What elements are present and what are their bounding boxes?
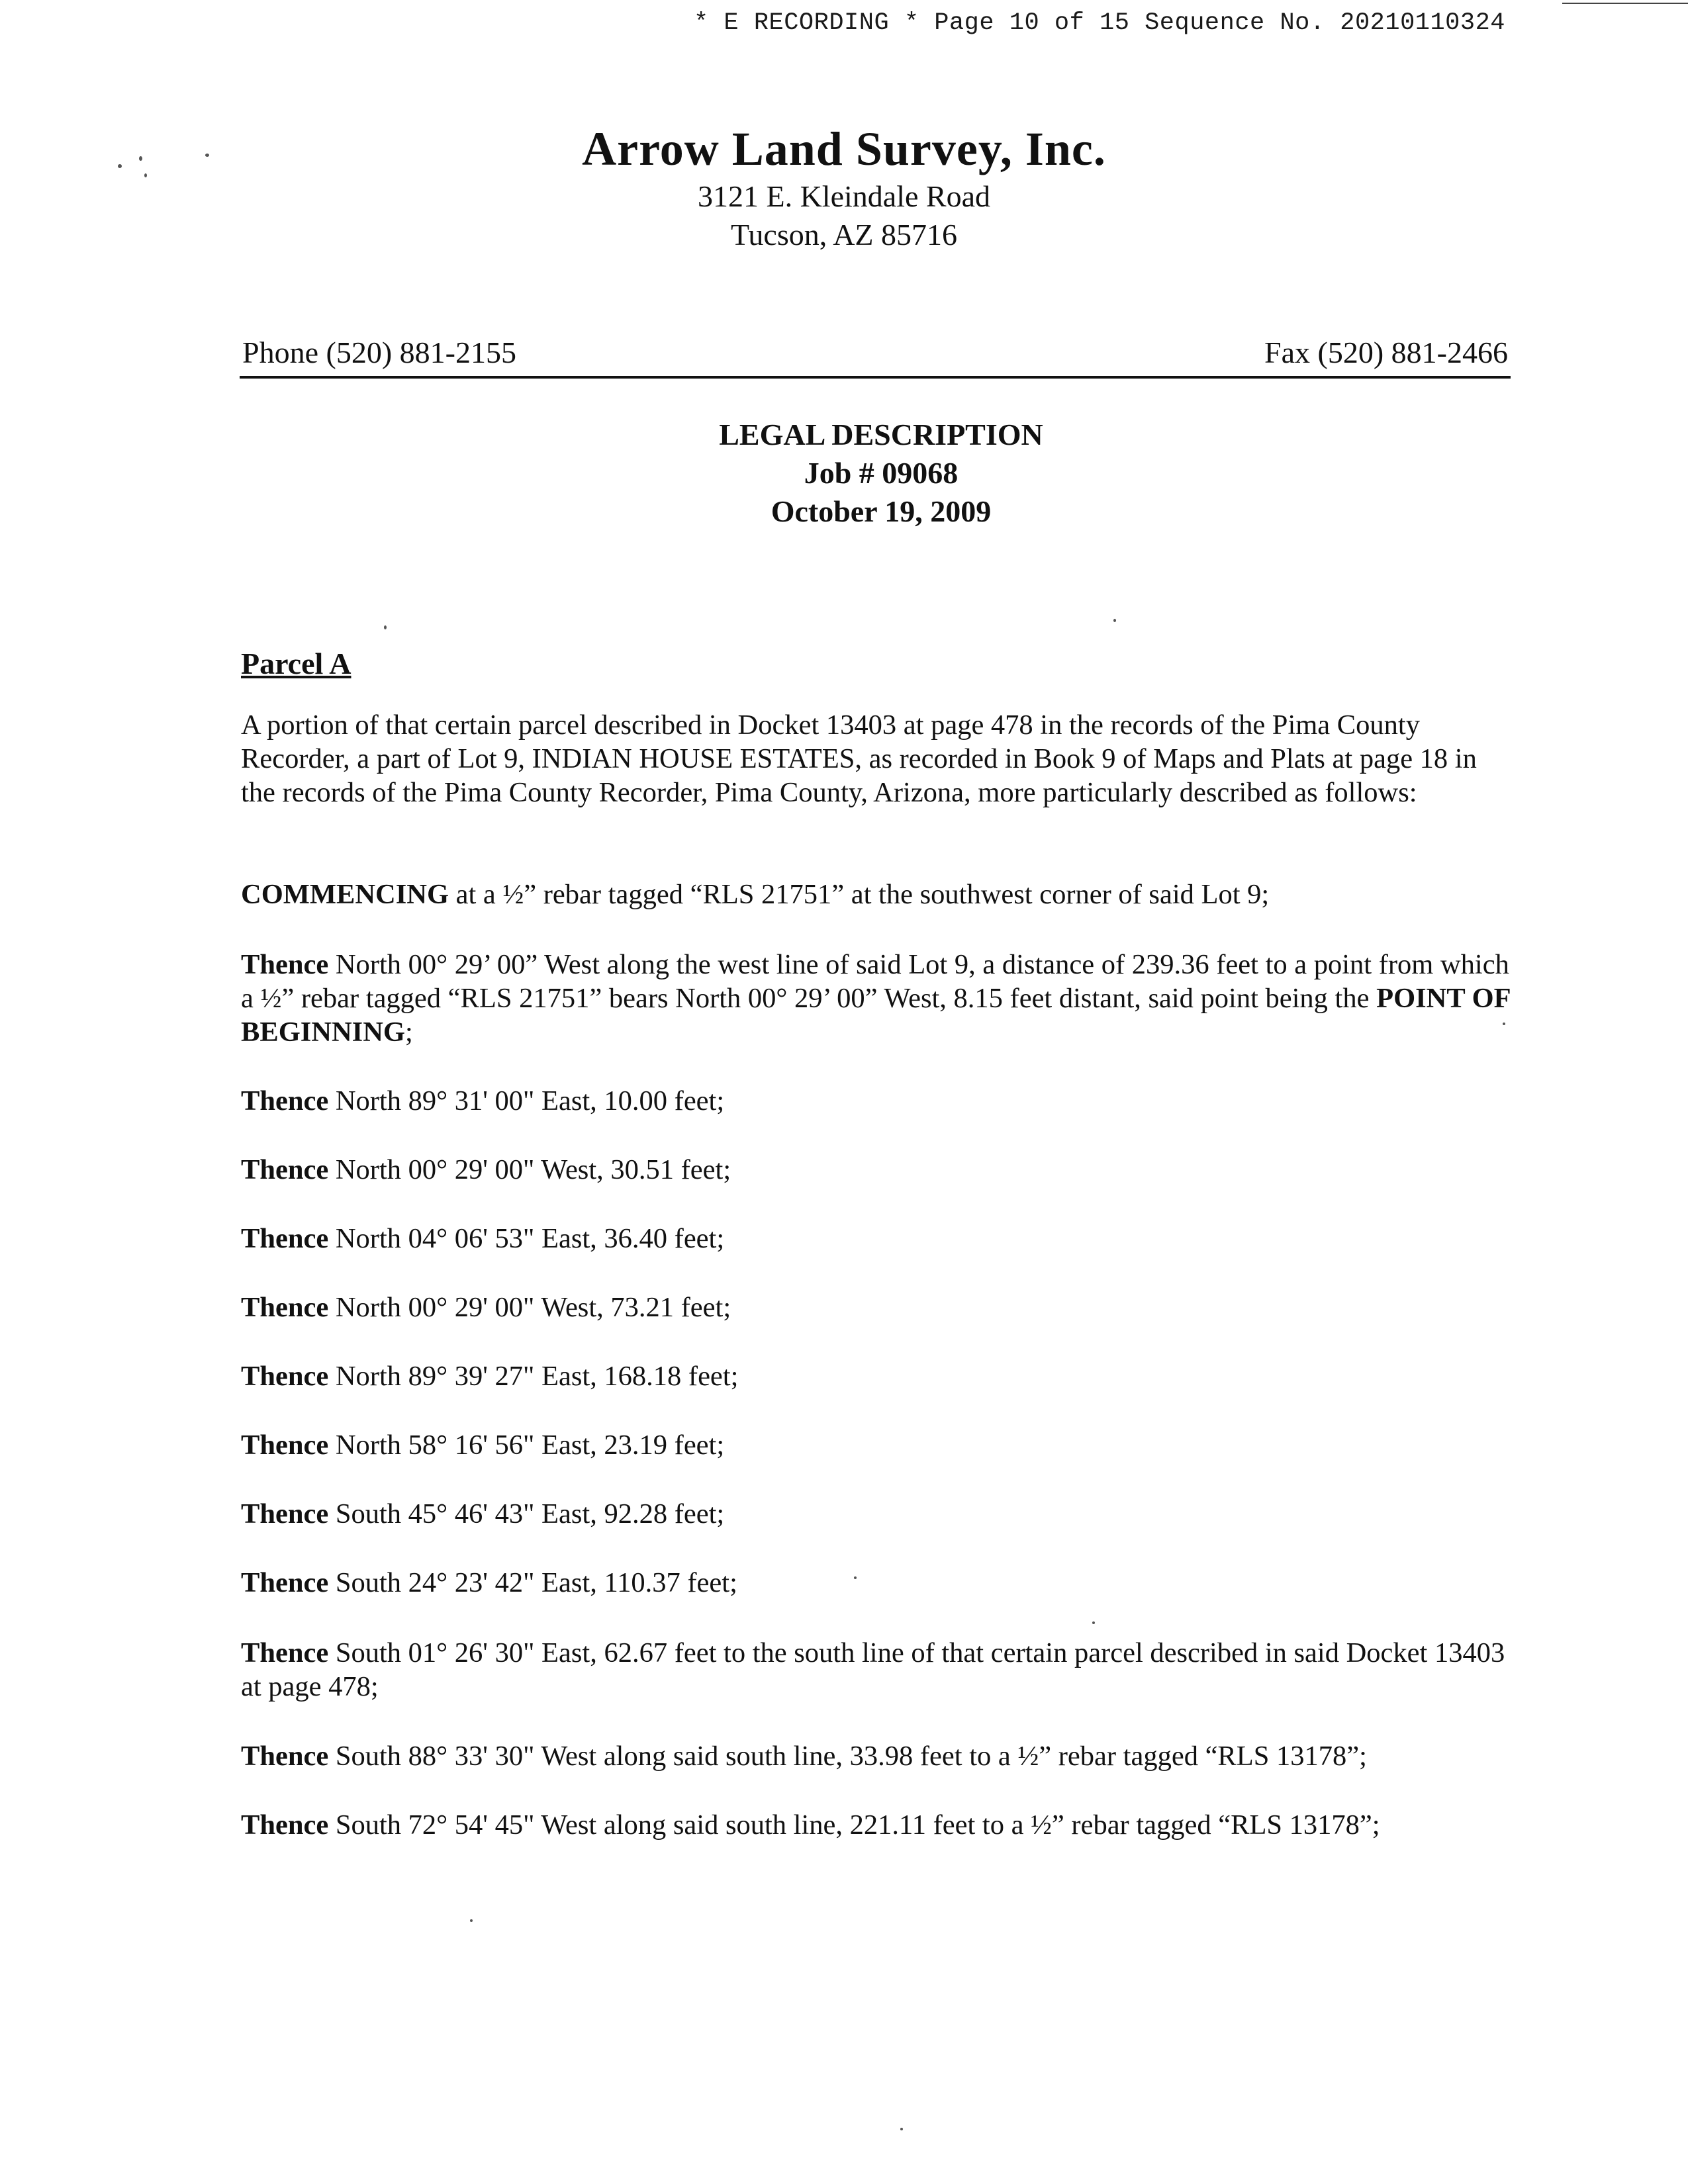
course-text: North 04° 06' 53" East, 36.40 feet; [328,1223,725,1254]
company-name: Arrow Land Survey, Inc. [582,122,1106,175]
scan-speck [854,1576,857,1579]
scan-speck [384,625,387,629]
course-lead: Thence [241,1223,329,1254]
commencing-paragraph [241,878,1512,911]
course-lead: Thence [241,1430,329,1461]
course-text: North 00° 29' 00" West, 73.21 feet; [328,1292,731,1323]
parcel-heading: Parcel A [241,647,352,680]
course-paragraph [241,1497,1512,1531]
address-line-1: 3121 E. Kleindale Road [697,179,990,213]
course-text: South 72° 54' 45" West along said south line, 221.11 feet to a ½” rebar tagged “RLS 13178”; [328,1809,1380,1841]
beginning-text: North 00° 29’ 00” West along the west line of said Lot 9, a distance of 239.36 feet to a point from which a ½” rebar tagged “RLS 21751” bears North 00° 29’ 00” West, 8.15 feet distant, said point being the [241,949,1509,1014]
course-paragraph [241,1739,1512,1773]
course-paragraph [241,1222,1512,1255]
course-text: North 89° 39' 27" East, 168.18 feet; [328,1361,739,1392]
commencing-text: at a ½” rebar tagged “RLS 21751” at the southwest corner of said Lot 9; [449,879,1270,910]
course-lead: Thence [241,1741,329,1772]
commencing-lead: COMMENCING [241,879,449,910]
scan-speck [1113,619,1116,622]
scan-speck [1503,1023,1505,1025]
course-text: South 88° 33' 30" West along said south line, 33.98 feet to a ½” rebar tagged “RLS 13178”; [328,1741,1367,1772]
point-of-beginning: POINT OF BEGINNING [241,983,1511,1048]
scan-speck [139,156,142,161]
contact-row [240,335,1511,379]
course-lead: Thence [241,1361,329,1392]
beginning-end: ; [404,1017,413,1048]
course-text: South 45° 46' 43" East, 92.28 feet; [328,1498,725,1529]
scan-speck [144,173,147,177]
course-lead: Thence [241,1292,329,1323]
course-lead: Thence [241,1498,329,1529]
recording-header: * E RECORDING * Page 10 of 15 Sequence No. 20210110324 [694,9,1505,37]
course-text: South 01° 26' 30" East, 62.67 feet to the south line of that certain parcel described in said Docket 13403 at page 478; [241,1637,1505,1702]
course-lead: Thence [241,1809,329,1841]
scan-speck [1092,1621,1095,1624]
phone-number: Phone (520) 881-2155 [242,336,516,369]
header-rule [1562,3,1688,4]
scan-speck [205,154,209,157]
fax-number: Fax (520) 881-2466 [1264,336,1508,369]
intro-paragraph: A portion of that certain parcel described in Docket 13403 at page 478 in the records of the Pima County Recorder, a part of Lot 9, INDIAN HOUSE ESTATES, as recorded in Book 9 of Maps and Plats at page 18 in the records of the Pima County Recorder, Pima County, Arizona, more particularly described as follows: [241,709,1477,808]
course-paragraph [241,1153,1512,1187]
course-paragraph [241,1636,1512,1704]
course-paragraph [241,1359,1512,1393]
course-text: North 58° 16' 56" East, 23.19 feet; [328,1430,725,1461]
beginning-paragraph [241,948,1512,1049]
course-paragraph [241,1291,1512,1324]
course-paragraph [241,1566,1512,1600]
course-lead: Thence [241,1154,329,1185]
course-paragraph [241,1084,1512,1118]
course-text: North 89° 31' 00" East, 10.00 feet; [328,1085,725,1116]
course-text: North 00° 29' 00" West, 30.51 feet; [328,1154,731,1185]
course-text: South 24° 23' 42" East, 110.37 feet; [328,1567,737,1598]
beginning-lead: Thence [241,949,329,980]
job-number: Job # 09068 [804,456,959,490]
scan-speck [900,2128,903,2130]
course-lead: Thence [241,1085,329,1116]
course-paragraph [241,1428,1512,1462]
scan-speck [470,1919,473,1922]
scan-speck [118,164,122,168]
course-lead: Thence [241,1567,329,1598]
document-date: October 19, 2009 [771,494,992,528]
document-title: LEGAL DESCRIPTION [719,418,1043,451]
course-paragraph [241,1808,1512,1842]
course-lead: Thence [241,1637,329,1668]
address-line-2: Tucson, AZ 85716 [730,218,958,251]
